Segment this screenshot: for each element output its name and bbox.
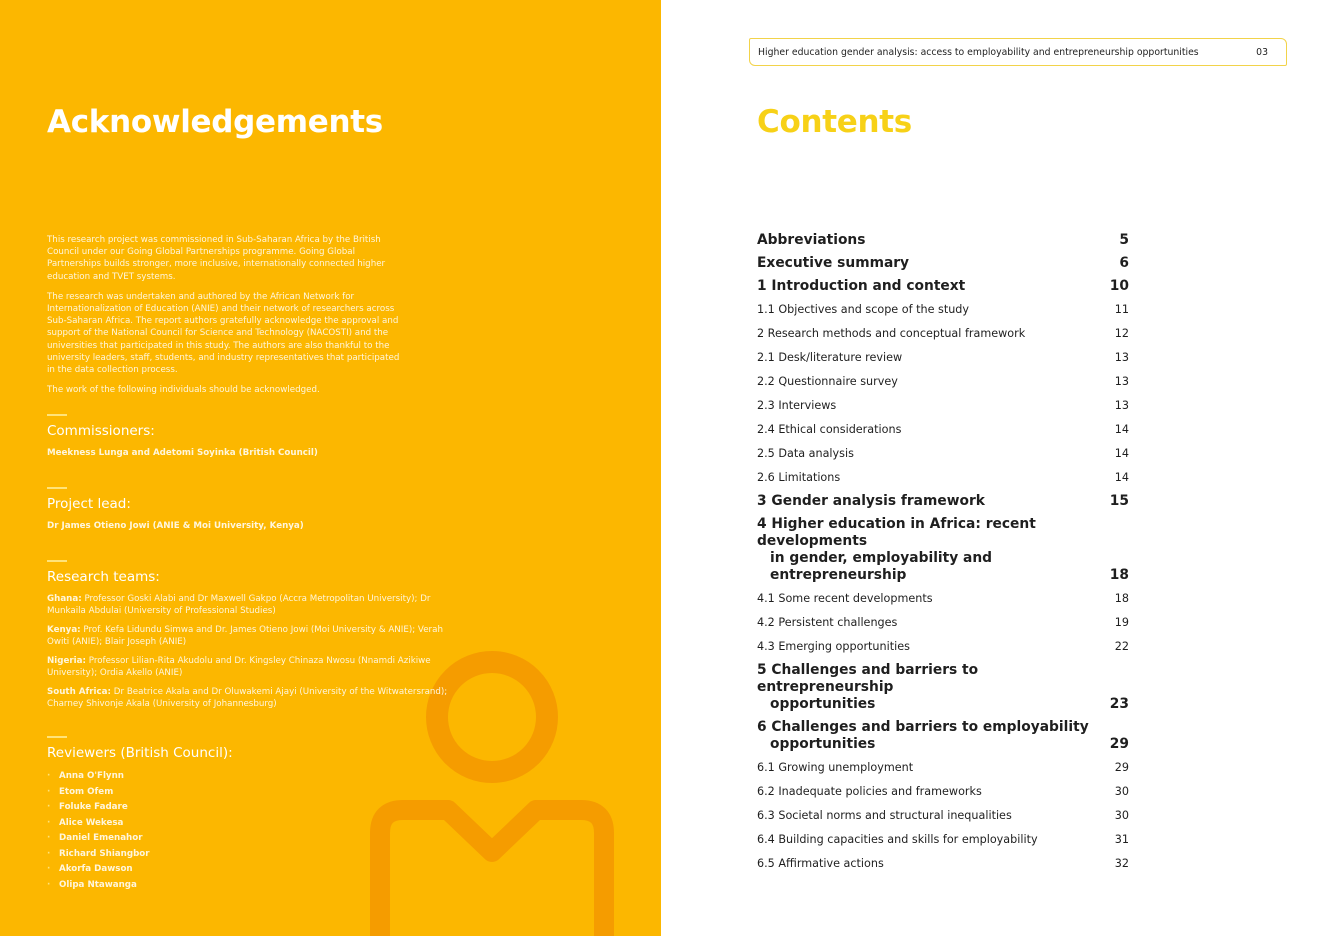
toc-entry[interactable] — [757, 252, 1129, 275]
contents-title: Contents — [757, 104, 912, 140]
reviewer-name: · Olipa Ntawanga — [47, 878, 467, 894]
toc-entry[interactable] — [757, 852, 1129, 876]
toc-entry-title: 1 Introduction and context — [757, 278, 966, 294]
toc-entry-title: 6.3 Societal norms and structural inequalities — [757, 809, 1012, 822]
toc-entry-title: 4 Higher education in Africa: recent developments in gender, employability and entrepreneurship — [757, 516, 1036, 583]
toc-entry-title: 6.5 Affirmative actions — [757, 857, 884, 870]
team-nigeria: Nigeria: Professor Lilian-Rita Akudolu and Dr. Kingsley Chinaza Nwosu (Nnamdi Azikiwe University); Ordia Akello (ANIE) — [47, 656, 431, 678]
toc-entry-page: 18 — [1114, 592, 1129, 605]
toc-entry[interactable] — [757, 635, 1129, 659]
toc-entry[interactable] — [757, 418, 1129, 442]
toc-entry-title: 2.6 Limitations — [757, 471, 841, 484]
toc-entry-title: 2.1 Desk/literature review — [757, 351, 903, 364]
toc-entry-title: 2.4 Ethical considerations — [757, 423, 902, 436]
toc-entry-title: 6 Challenges and barriers to employability opportunities — [757, 719, 1089, 752]
toc-entry-page: 30 — [1114, 809, 1129, 822]
running-header — [749, 38, 1287, 66]
toc-entry-page: 30 — [1114, 785, 1129, 798]
intro-paragraph: The research was undertaken and authored by the African Network for Internationalization of Education (ANIE) and their network of researchers across Sub-Saharan Africa. The report authors gratefully acknowledge the approval and support of the National Council for Science and Technology (NACOSTI) and the universities that participated in this study. The authors are also thankful to the university leaders, staff, students, and industry representatives that participated in the data collection process. — [47, 291, 400, 376]
section-dash — [47, 736, 67, 738]
section-dash — [47, 487, 67, 489]
toc-entry-page: 10 — [1109, 278, 1129, 294]
toc-entry-page: 19 — [1114, 616, 1129, 629]
project-lead-heading: Project lead: — [47, 496, 131, 512]
toc-entry-title: 2.5 Data analysis — [757, 447, 854, 460]
toc-entry-title: 2.2 Questionnaire survey — [757, 375, 898, 388]
toc-entry-page: 22 — [1114, 640, 1129, 653]
running-header-title: Higher education gender analysis: access to employability and entrepreneurship opportunities — [758, 46, 1199, 58]
toc-entry[interactable] — [757, 513, 1129, 587]
toc-entry-title: Executive summary — [757, 255, 910, 271]
project-lead-names: Dr James Otieno Jowi (ANIE & Moi University, Kenya) — [47, 521, 304, 531]
toc-entry-title: 3 Gender analysis framework — [757, 493, 985, 509]
toc-entry-title: 6.4 Building capacities and skills for employability — [757, 833, 1038, 846]
toc-entry-page: 5 — [1119, 232, 1129, 248]
reviewer-name: · Richard Shiangbor — [47, 847, 467, 863]
toc-entry-page: 23 — [1109, 696, 1129, 712]
section-dash — [47, 414, 67, 416]
intro-text — [47, 234, 407, 404]
toc-entry[interactable] — [757, 370, 1129, 394]
toc-entry[interactable] — [757, 756, 1129, 780]
section-dash — [47, 560, 67, 562]
toc-entry[interactable] — [757, 659, 1129, 716]
left-page — [0, 0, 661, 936]
reviewers-list — [47, 769, 467, 893]
right-page — [661, 0, 1323, 936]
toc-entry-page: 29 — [1114, 761, 1129, 774]
toc-entry-page: 29 — [1109, 736, 1129, 752]
commissioners-names: Meekness Lunga and Adetomi Soyinka (British Council) — [47, 448, 318, 458]
toc-entry-page: 14 — [1114, 471, 1129, 484]
toc-entry[interactable] — [757, 716, 1129, 756]
toc-entry-page: 31 — [1114, 833, 1129, 846]
team-kenya: Kenya: Prof. Kefa Lidundu Simwa and Dr. James Otieno Jowi (Moi University & ANIE); Verah Owiti (ANIE); Blair Joseph (ANIE) — [47, 625, 443, 647]
toc-entry[interactable] — [757, 490, 1129, 513]
toc-entry-title: 4.2 Persistent challenges — [757, 616, 898, 629]
toc-entry-title: 1.1 Objectives and scope of the study — [757, 303, 970, 316]
team-ghana: Ghana: Professor Goski Alabi and Dr Maxwell Gakpo (Accra Metropolitan University); Dr Munkaila Abdulai (University of Professional Studies) — [47, 594, 431, 616]
toc-entry-page: 14 — [1114, 447, 1129, 460]
toc-entry-page: 6 — [1119, 255, 1129, 271]
toc-entry-title: 6.1 Growing unemployment — [757, 761, 914, 774]
commissioners-heading: Commissioners: — [47, 423, 155, 439]
toc-entry-page: 13 — [1114, 375, 1129, 388]
intro-paragraph: The work of the following individuals should be acknowledged. — [47, 385, 320, 396]
toc-entry-title: 4.3 Emerging opportunities — [757, 640, 910, 653]
reviewer-name: · Akorfa Dawson — [47, 862, 467, 878]
reviewers-heading: Reviewers (British Council): — [47, 745, 233, 761]
toc-entry[interactable] — [757, 587, 1129, 611]
toc-entry-title: 2.3 Interviews — [757, 399, 837, 412]
toc-entry[interactable] — [757, 346, 1129, 370]
toc-entry[interactable] — [757, 322, 1129, 346]
reviewer-name: · Foluke Fadare — [47, 800, 467, 816]
research-teams-heading: Research teams: — [47, 569, 160, 585]
research-teams-section — [47, 560, 467, 717]
toc-entry[interactable] — [757, 611, 1129, 635]
toc-entry-title: 6.2 Inadequate policies and frameworks — [757, 785, 982, 798]
toc-entry[interactable] — [757, 466, 1129, 490]
toc-entry-page: 13 — [1114, 399, 1129, 412]
toc-entry-title: 5 Challenges and barriers to entrepreneurship opportunities — [757, 662, 979, 712]
toc-entry-title: 4.1 Some recent developments — [757, 592, 933, 605]
toc-entry-page: 14 — [1114, 423, 1129, 436]
intro-paragraph: This research project was commissioned in Sub-Saharan Africa by the British Council under our Going Global Partnerships programme. Going Global Partnerships builds stronger, more inclusive, internationally connected higher education and TVET systems. — [47, 235, 386, 282]
team-south-africa: South Africa: Dr Beatrice Akala and Dr Oluwakemi Ajayi (University of the Witwatersrand); Charney Shivonje Akala (University of Johannesburg) — [47, 687, 448, 709]
toc-entry-title: Abbreviations — [757, 232, 866, 248]
reviewer-name: · Daniel Emenahor — [47, 831, 467, 847]
reviewer-name: · Alice Wekesa — [47, 816, 467, 832]
toc-entry-page: 13 — [1114, 351, 1129, 364]
toc-entry-title: 2 Research methods and conceptual framework — [757, 327, 1026, 340]
reviewer-name: · Anna O'Flynn — [47, 769, 467, 785]
commissioners-section — [47, 414, 467, 459]
toc-entry-page: 18 — [1109, 567, 1129, 583]
table-of-contents — [757, 229, 1129, 876]
toc-entry-page: 11 — [1114, 303, 1129, 316]
toc-entry[interactable] — [757, 394, 1129, 418]
toc-entry[interactable] — [757, 780, 1129, 804]
toc-entry[interactable] — [757, 442, 1129, 466]
toc-entry[interactable] — [757, 804, 1129, 828]
acknowledgements-title: Acknowledgements — [47, 104, 383, 140]
project-lead-section — [47, 487, 467, 532]
toc-entry[interactable] — [757, 298, 1129, 322]
toc-entry[interactable] — [757, 828, 1129, 852]
toc-entry[interactable] — [757, 229, 1129, 252]
page-number: 03 — [1256, 46, 1268, 58]
toc-entry-page: 12 — [1114, 327, 1129, 340]
reviewers-section — [47, 736, 467, 893]
toc-entry-page: 15 — [1109, 493, 1129, 509]
toc-entry[interactable] — [757, 275, 1129, 298]
toc-entry-page: 32 — [1114, 857, 1129, 870]
reviewer-name: · Etom Ofem — [47, 785, 467, 801]
